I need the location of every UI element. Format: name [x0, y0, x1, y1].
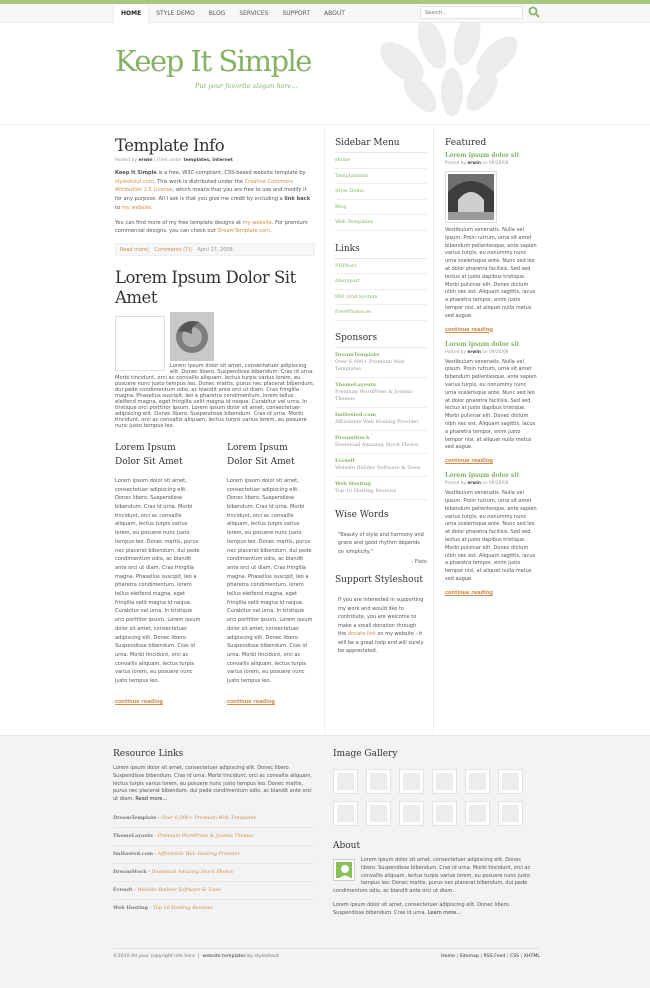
featured-item-title[interactable]: Lorem ipsum dolor sit [445, 340, 520, 348]
sponsor-desc: Download Amazing Stock Photos [335, 441, 419, 448]
continue-reading-link[interactable]: continue reading [445, 326, 493, 333]
search-input[interactable] [420, 6, 523, 19]
text: on my website - it will be a great help and will surely be appreciated. [338, 631, 424, 654]
footer-link-css[interactable]: CSS [509, 954, 520, 959]
resource-desc: Website Builder Software & Tools [137, 886, 221, 893]
bold-text: Keep It Simple [115, 170, 157, 176]
resource-links-title: Resource Links [113, 749, 184, 759]
sponsor-item[interactable] [335, 477, 427, 500]
sponsor-name[interactable]: DreamTemplate [335, 351, 380, 358]
donate-link[interactable]: donate link [347, 631, 376, 637]
wise-words-title: Wise Words [335, 509, 389, 520]
resource-name[interactable]: Evrsoft [113, 886, 133, 893]
post-body: Lorem ipsum dolor sit amet, consectetuer adipiscing elit. Donec libero. Suspendisse bibendum. Cras id urna. Morbi tincidunt, orci ac convallis aliquam, lectus turpis varius lorem, eu posuere nunc justo tempus leo. Donec mattis, purus nec placerat bibendum, dui pede condimentum odio, ac blandit ante orci ut diam. Cras fringilla magna. Phasellus suscipit, leo a pharetra condimentum, lorem tellus eleifend magna, eget fringilla velit magna id neque. Curabitur vel urna. In tristique orci porttitor ipsum. Lorem ipsum dolor sit amet, consectetuer adipiscing elit. Donec libero. Suspendisse bibendum. Cras id urna. Morbi tincidunt, orci ac convallis aliquam, lectus turpis varius lorem, eu posuere nunc justo tempus leo. [115, 362, 315, 429]
sponsor-desc: Website Builder Software & Tools [335, 464, 421, 471]
continue-reading-link[interactable]: continue reading [445, 458, 493, 465]
text: , which means that you are free to use and modify it for any purpose. All I ask is that you give me credit by including a [115, 187, 307, 203]
sidebar-item-blog[interactable]: Blog [335, 200, 427, 216]
link-item[interactable]: PDPhoto [335, 259, 427, 275]
resource-name[interactable]: ImHosted.com [113, 850, 154, 857]
gallery-thumb[interactable] [432, 769, 457, 794]
resource-item[interactable]: Web Hosting - Top 10 Hosting Reviews [113, 904, 213, 911]
resource-item[interactable]: ImHosted.com - Affordable Web Hosting Provider [113, 846, 313, 864]
copyright-bar: ©2010 All your copyright info here | website templates by styleshout Home | Sitemap | RSS Feed | CSS | XHTML [113, 948, 540, 959]
gallery-thumb[interactable] [498, 769, 523, 794]
avatar [333, 859, 355, 881]
text: If you are interested in supporting my work and would like to contribute, you are welcome to make a small donation through the [338, 597, 424, 637]
post-paragraph [115, 219, 315, 236]
sponsor-name[interactable]: ImHosted.com [335, 411, 376, 418]
sponsor-name[interactable]: Evrsoft [335, 457, 355, 464]
bold-text: link back [284, 196, 311, 203]
resource-desc: Top 10 Hosting Reviews [152, 904, 213, 911]
dreamtemplate-link[interactable]: DreamTemplate.com [217, 228, 271, 235]
gallery-thumb[interactable] [333, 769, 358, 794]
sidebar-item-home[interactable]: Home [335, 153, 427, 169]
column-title[interactable]: Lorem Ipsum Dolor Sit Amet [227, 442, 295, 467]
link-item[interactable]: FreePhotos.se [335, 305, 427, 321]
featured-body: Vestibulum venenatis. Nulla vel ipsum. Proin rutrum, urna sit amet bibendum pellentesque, ante sapien varius turpis, eu nonummy nunc urna scelerisque ante. Nunc sed leo at dolor pharetra facilisis. Sed sed lectus at justo dapibus tristique. Morbi pulvinar elit. Donec dictum nibh nec est. Aliquam sagittis, lacus a pharetra tempor, enim justo tempor nisi, at aliquet nulla metus sed augue. [445, 490, 537, 582]
featured-meta [445, 350, 538, 355]
footer-link-home[interactable]: Home [441, 954, 455, 959]
featured-item [445, 341, 538, 465]
featured-meta [445, 161, 538, 166]
links-list [335, 259, 427, 321]
sidebar-menu [335, 153, 427, 231]
resource-text [113, 765, 313, 804]
gallery-thumb[interactable] [366, 801, 391, 826]
featured-column [445, 138, 538, 596]
text: Lorem ipsum dolor sit amet, consectetuer adipiscing elit. Donec libero. Suspendisse bibendum. Cras id urna. [333, 901, 511, 916]
resource-item[interactable]: DreamStock - Download Amazing Stock Photos [113, 864, 313, 882]
credit-text: by styleshout [247, 954, 279, 959]
resource-list [113, 810, 313, 917]
continue-reading-link[interactable]: continue reading [445, 589, 493, 596]
meta-author[interactable]: erwin [467, 349, 481, 355]
gallery-thumb[interactable] [498, 801, 523, 826]
resource-links-section [113, 749, 313, 917]
sponsors-list [335, 348, 427, 500]
featured-image[interactable] [445, 171, 497, 223]
column-title[interactable]: Lorem Ipsum Dolor Sit Amet [115, 442, 183, 467]
sponsor-name[interactable]: ThemeLayouts [335, 381, 376, 388]
nav-blog[interactable]: BLOG [208, 10, 226, 17]
separator: | [190, 246, 192, 253]
column-body: Lorem ipsum dolor sit amet, consectetuer adipiscing elit. Donec libero. Suspendisse bibendum. Cras id urna. Morbi tincidunt, orci ac convallis aliquam, lectus turpis varius lorem, eu posuere nunc justo tempus leo. Donec mattis, purus nec placerat bibendum, dui pede condimentum odio, ac blandit ante orci ut diam. Cras fringilla magna. Phasellus suscipit, leo a pharetra condimentum, lorem tellus eleifend magna, eget fringilla velit magna id neque. Curabitur vel urna. In tristique orci porttitor ipsum. Lorem ipsum dolor sit amet, consectetuer adipiscing elit. Donec libero. Suspendisse bibendum. Cras id urna. Morbi tincidunt, orci ac convallis aliquam, lectus turpis varius lorem, eu posuere nunc justo tempus leo. [227, 477, 313, 685]
text: You can find more of my free template designs at [115, 219, 243, 226]
featured-title: Featured [445, 138, 487, 148]
resource-name[interactable]: ThemeLayouts [113, 832, 153, 839]
featured-item-title[interactable]: Lorem ipsum dolor sit [445, 152, 520, 159]
meta-tags[interactable]: templates, internet [183, 158, 233, 163]
footer-link-xhtml[interactable]: XHTML [523, 954, 540, 959]
resource-desc: Affordable Web Hosting Provider [157, 850, 240, 857]
styleshout-link[interactable]: styleshout.com [115, 178, 154, 185]
text: . [151, 204, 153, 211]
sponsor-desc: Top 10 Hosting Reviews [335, 487, 397, 494]
featured-body: Vestibulum venenatis. Nulla vel ipsum. Proin rutrum, urna sit amet bibendum pellentesque, ante sapien varius turpis, eu nonummy nunc urna scelerisque ante. Nunc sed leo at dolor pharetra facilisis. Sed sed lectus at justo dapibus tristique. Morbi pulvinar elit. Donec dictum nibh nec est. Aliquam sagittis, lacus a pharetra tempor, enim justo tempor nisi, at aliquet nulla metus sed augue. [445, 358, 537, 451]
footer-link-sitemap[interactable]: Sitemap [459, 954, 479, 959]
about-text: Lorem ipsum dolor sit amet, consectetuer adipiscing elit. Donec libero. Suspendisse bibendum. Cras id urna. Morbi tincidunt, orci ac convallis aliquam, lectus turpis varius lorem, eu posuere nunc justo tempus leo. Donec mattis, purus nec placerat bibendum, dui pede condimentum odio, ac blandit ante orci ut diam. [333, 857, 531, 895]
nav-support[interactable]: SUPPORT [282, 10, 310, 17]
resource-item[interactable]: ThemeLayouts - Premium WordPress & Joomla Themes [113, 828, 313, 846]
meta-posted: Posted by [115, 158, 137, 163]
sponsor-item[interactable] [335, 378, 427, 408]
meta-date: on 09/26/08 [482, 481, 509, 487]
sponsor-name[interactable]: DreamStock [335, 434, 370, 441]
site-slogan: Put your favorite slogan here... [195, 82, 298, 90]
sidebar-item-web-templates[interactable]: Web Templates [335, 215, 427, 231]
gallery-grid [333, 769, 533, 826]
sponsor-item[interactable] [335, 454, 427, 477]
support-text [335, 593, 427, 659]
column-body: Lorem ipsum dolor sit amet, consectetuer adipiscing elit. Donec libero. Suspendisse bibendum. Cras id urna. Morbi tincidunt, orci ac convallis aliquam, lectus turpis varius lorem, eu posuere nunc justo tempus leo. Donec mattis, purus nec placerat bibendum, dui pede condimentum odio, ac blandit ante orci ut diam. Cras fringilla magna. Phasellus suscipit, leo a pharetra condimentum, lorem tellus eleifend magna, eget fringilla velit magna id neque. Curabitur vel urna. In tristique orci porttitor ipsum. Lorem ipsum dolor sit amet, consectetuer adipiscing elit. Donec libero. Suspendisse bibendum. Cras id urna. Morbi tincidunt, orci ac convallis aliquam, lectus turpis varius lorem, eu posuere nunc justo tempus leo. [115, 477, 201, 685]
copyright-text: ©2010 All your copyright info here [113, 954, 195, 959]
sidebar [335, 138, 427, 659]
featured-item [445, 472, 538, 596]
continue-reading-link[interactable]: continue reading [115, 698, 163, 705]
nav-about[interactable]: ABOUT [324, 10, 345, 17]
featured-item-title[interactable]: Lorem ipsum dolor sit [445, 472, 520, 480]
quote-author: - Plato [411, 559, 427, 565]
sponsor-item[interactable] [335, 431, 427, 454]
support-title: Support Styleshout [335, 575, 424, 585]
nav-style-demo[interactable]: STYLE DEMO [156, 10, 195, 17]
post-footer-bar [115, 243, 315, 256]
read-more-link[interactable]: Read more [120, 246, 148, 253]
text: . This work is distributed under the [153, 178, 245, 185]
meta-posted: Posted by [445, 161, 466, 166]
gallery-thumb[interactable] [399, 769, 424, 794]
gallery-thumb[interactable] [465, 769, 490, 794]
my-website-link[interactable]: my website [242, 219, 272, 226]
main-menu [113, 4, 352, 23]
sponsor-desc: Affordable Web Hosting Provider [335, 418, 419, 425]
firefox-logo-icon [170, 312, 214, 361]
sponsors-title: Sponsors [335, 333, 427, 348]
text: is a free, W3C-compliant, CSS-based website template by [156, 170, 306, 176]
about-section [333, 841, 538, 918]
post-title[interactable]: Lorem Ipsum Dolor Sit Amet [115, 267, 296, 307]
leaf-decoration-icon [372, 22, 537, 120]
nav-services[interactable]: SERVICES [239, 10, 269, 17]
meta-posted: Posted by [445, 349, 466, 355]
sponsor-desc: Over 6,000+ Premium Web Templates [335, 358, 405, 372]
resource-desc: Premium WordPress & Joomla Themes [157, 832, 254, 839]
links-title: Links [335, 244, 427, 259]
footer-links: Home | Sitemap | RSS Feed | CSS | XHTML [441, 954, 540, 959]
about-title: About [333, 841, 361, 851]
post-column [227, 441, 315, 705]
meta-author[interactable]: erwin [467, 481, 481, 487]
post-date: April 17, 2008 [197, 246, 233, 253]
column-divider [324, 128, 325, 734]
resource-name[interactable]: DreamTemplate [113, 814, 157, 821]
my-website-link[interactable]: my website [121, 204, 152, 211]
resource-item[interactable]: Evrsoft - Website Builder Software & Tools [113, 882, 313, 900]
main-content [115, 136, 315, 705]
header-divider [0, 124, 650, 125]
sidebar-item-style-demo[interactable]: Style Demo [335, 184, 427, 200]
meta-author[interactable]: erwin [467, 161, 481, 166]
meta-posted: Posted by [445, 481, 466, 487]
separator: | [147, 246, 149, 253]
search-icon[interactable] [528, 6, 540, 18]
text: to [115, 204, 122, 211]
text: Lorem ipsum dolor sit amet, consectetuer adipiscing elit. Donec libero. Suspendisse bibendum. Cras id urna. Morbi tincidunt, orci ac convallis aliquam, lectus turpis varius lorem, eu posuere nunc justo tempus leo. Donec mattis, purus nec placerat bibendum, dui pede condimentum odio, ac blandit ante orci ut diam. [113, 765, 312, 803]
resource-item[interactable]: DreamTemplate - Over 6,000+ Premium Web Templates [113, 810, 313, 828]
sponsor-name[interactable]: Web Hosting [335, 480, 371, 487]
sponsor-item[interactable] [335, 408, 427, 431]
gallery-thumb[interactable] [399, 801, 424, 826]
resource-name[interactable]: DreamStock [113, 868, 147, 875]
column-divider [433, 128, 434, 734]
credit-link[interactable]: website templates [202, 954, 246, 959]
comments-link[interactable]: Comments (7) [154, 246, 191, 253]
gallery-thumb[interactable] [366, 769, 391, 794]
link-item[interactable]: Alistapart [335, 274, 427, 290]
text: . For premium commercial designs, you can check out [115, 219, 308, 235]
post-thumbnail [115, 316, 165, 371]
featured-item [445, 152, 538, 333]
license-link[interactable]: Creative Commons Attribution 2.5 License [115, 178, 294, 194]
image-gallery-title: Image Gallery [333, 749, 398, 759]
sponsor-item[interactable] [335, 348, 427, 378]
text: . [270, 228, 272, 235]
meta-date: on 09/26/08 [482, 349, 509, 355]
sidebar-menu-title: Sidebar Menu [335, 138, 427, 153]
resource-desc: Over 6,000+ Premium Web Templates [161, 814, 257, 821]
navigation-bar [0, 4, 650, 23]
gallery-thumb[interactable] [333, 801, 358, 826]
arch-photo-icon [448, 174, 494, 220]
image-gallery-section [333, 749, 533, 826]
post-paragraph [115, 169, 315, 213]
continue-reading-link[interactable]: continue reading [227, 698, 275, 705]
sponsor-desc: Premium WordPress & Joomla Themes [335, 388, 412, 402]
meta-date: on 09/26/08 [482, 161, 509, 166]
nav-home[interactable]: HOME [113, 4, 149, 23]
post-column [115, 441, 203, 705]
sidebar-item-templateinfo[interactable]: Templatelnfo [335, 169, 427, 185]
post-meta [115, 158, 315, 163]
featured-meta [445, 481, 538, 486]
gallery-thumb[interactable] [465, 801, 490, 826]
resource-name[interactable]: Web Hosting [113, 904, 149, 911]
read-more-link[interactable]: Read more... [135, 796, 168, 803]
featured-body: Vestibulum venenatis. Nulla vel ipsum. Proin rutrum, urna sit amet bibendum pellentesque, ante sapien varius turpis, eu nonummy nunc urna scelerisque ante. Nunc sed leo at dolor pharetra facilisis. Sed sed lectus at justo dapibus tristique. Morbi pulvinar elit. Donec dictum nibh nec est. Aliquam sagittis, lacus a pharetra tempor, enim justo tempor nisi, at aliquet nulla metus sed augue. [445, 227, 537, 319]
learn-more-link[interactable]: Learn more... [427, 909, 461, 916]
user-avatar-icon [336, 862, 352, 878]
meta-author[interactable]: erwin [138, 158, 153, 163]
site-title[interactable]: Keep It Simple [115, 44, 311, 78]
resource-desc: Download Amazing Stock Photos [151, 868, 234, 875]
meta-filed: | Filed under [154, 158, 183, 163]
footer-link-rss[interactable]: RSS Feed [483, 954, 506, 959]
about-text [333, 902, 538, 918]
gallery-thumb[interactable] [432, 801, 457, 826]
link-item[interactable]: 960 Grid System [335, 290, 427, 306]
quote-text: "Beauty of style and harmony and grace and good rhythm depends on simplicity." [338, 531, 424, 555]
post-title[interactable]: Template Info [115, 136, 225, 155]
